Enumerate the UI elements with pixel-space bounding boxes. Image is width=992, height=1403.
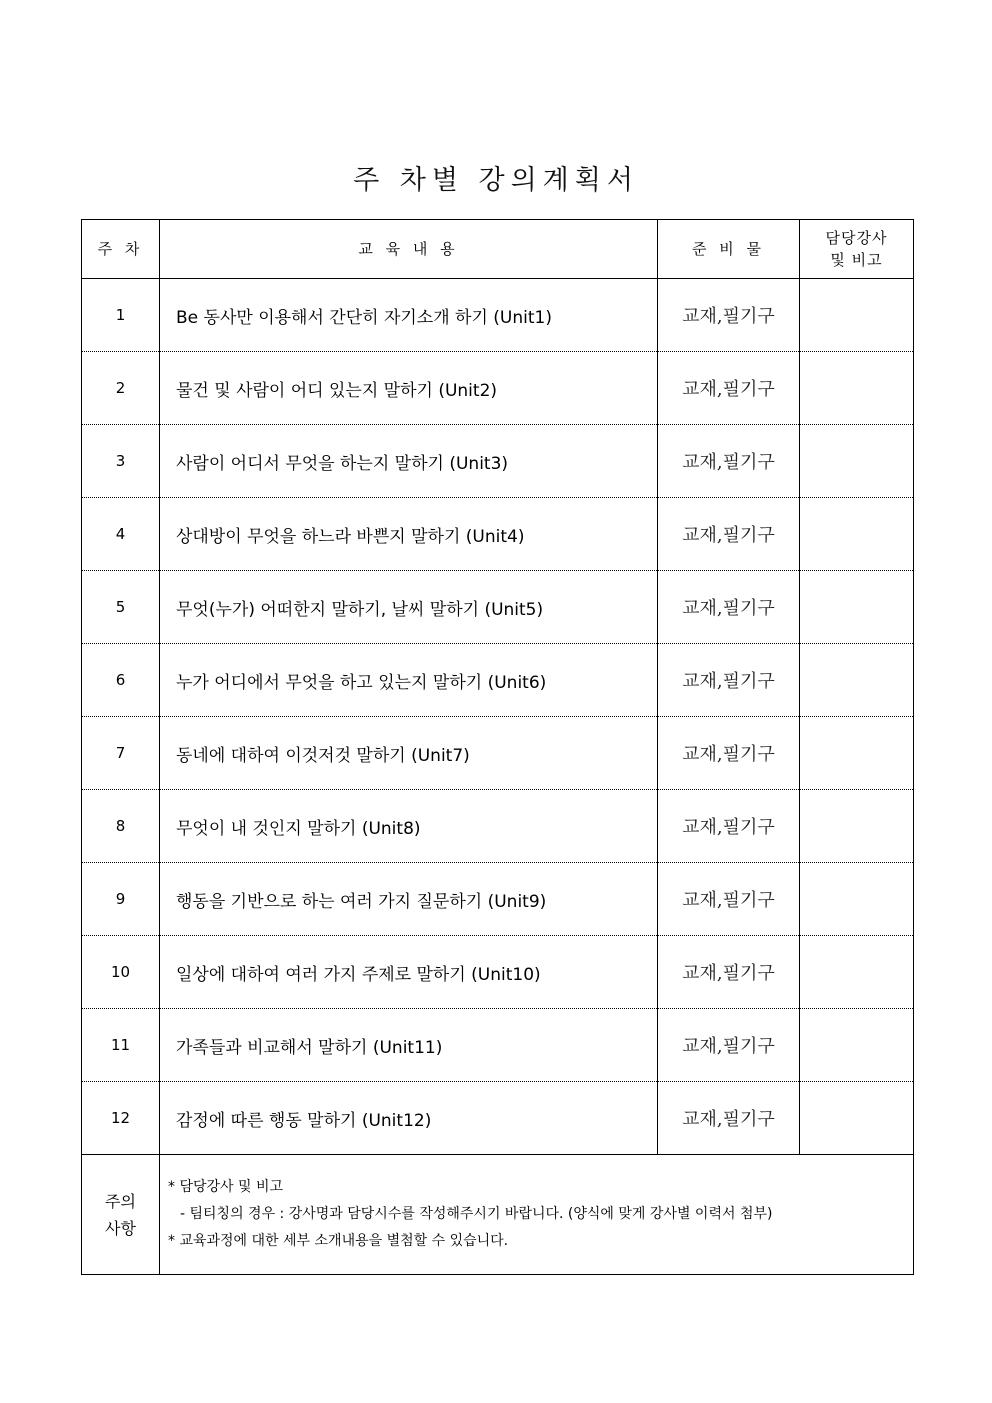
week-number: 1 <box>82 279 160 352</box>
week-note <box>800 425 914 498</box>
week-note <box>800 571 914 644</box>
week-content: 동네에 대하여 이것저것 말하기 (Unit7) <box>160 717 658 790</box>
week-note <box>800 1082 914 1155</box>
week-number: 4 <box>82 498 160 571</box>
week-prep: 교재,필기구 <box>658 644 800 717</box>
notes-label-line2: 사항 <box>105 1218 136 1238</box>
table-header-row <box>82 220 914 279</box>
notes-label-line1: 주의 <box>105 1191 136 1211</box>
week-content: 감정에 따른 행동 말하기 (Unit12) <box>160 1082 658 1155</box>
page-title: 주 차별 강의계획서 <box>353 165 639 196</box>
week-number: 11 <box>82 1009 160 1082</box>
week-number: 6 <box>82 644 160 717</box>
week-content: 누가 어디에서 무엇을 하고 있는지 말하기 (Unit6) <box>160 644 658 717</box>
week-number: 9 <box>82 863 160 936</box>
table-row <box>82 571 914 644</box>
week-content: 무엇이 내 것인지 말하기 (Unit8) <box>160 790 658 863</box>
note-line: * 교육과정에 대한 세부 소개내용을 별첨할 수 있습니다. <box>168 1233 509 1249</box>
notes-row <box>82 1155 914 1275</box>
week-content: 일상에 대하여 여러 가지 주제로 말하기 (Unit10) <box>160 936 658 1009</box>
week-prep: 교재,필기구 <box>658 790 800 863</box>
week-number: 7 <box>82 717 160 790</box>
table-row <box>82 1082 914 1155</box>
header-week: 주 차 <box>82 220 160 279</box>
week-note <box>800 279 914 352</box>
week-number: 10 <box>82 936 160 1009</box>
week-content: Be 동사만 이용해서 간단히 자기소개 하기 (Unit1) <box>160 279 658 352</box>
week-note <box>800 936 914 1009</box>
header-prep: 준 비 물 <box>658 220 800 279</box>
weekly-plan-table <box>81 219 914 1275</box>
week-prep: 교재,필기구 <box>658 1082 800 1155</box>
week-note <box>800 498 914 571</box>
notes-body <box>160 1155 914 1275</box>
table-row <box>82 352 914 425</box>
week-note <box>800 352 914 425</box>
header-note-line1: 담당강사 <box>825 229 888 247</box>
note-line: * 담당강사 및 비고 <box>168 1179 284 1195</box>
week-note <box>800 790 914 863</box>
week-content: 행동을 기반으로 하는 여러 가지 질문하기 (Unit9) <box>160 863 658 936</box>
week-content: 가족들과 비교해서 말하기 (Unit11) <box>160 1009 658 1082</box>
week-prep: 교재,필기구 <box>658 279 800 352</box>
week-content: 무엇(누가) 어떠한지 말하기, 날씨 말하기 (Unit5) <box>160 571 658 644</box>
week-prep: 교재,필기구 <box>658 717 800 790</box>
week-prep: 교재,필기구 <box>658 1009 800 1082</box>
header-note-line2: 및 비고 <box>830 251 883 269</box>
table-row <box>82 790 914 863</box>
table-row <box>82 425 914 498</box>
table-row <box>82 936 914 1009</box>
week-number: 2 <box>82 352 160 425</box>
week-number: 8 <box>82 790 160 863</box>
week-number: 3 <box>82 425 160 498</box>
week-prep: 교재,필기구 <box>658 352 800 425</box>
week-prep: 교재,필기구 <box>658 936 800 1009</box>
week-content: 상대방이 무엇을 하느라 바쁜지 말하기 (Unit4) <box>160 498 658 571</box>
table-row <box>82 717 914 790</box>
week-note <box>800 644 914 717</box>
week-number: 12 <box>82 1082 160 1155</box>
week-number: 5 <box>82 571 160 644</box>
table-row <box>82 644 914 717</box>
week-note <box>800 1009 914 1082</box>
table-row <box>82 863 914 936</box>
week-note <box>800 717 914 790</box>
table-row <box>82 279 914 352</box>
week-prep: 교재,필기구 <box>658 425 800 498</box>
table-row <box>82 498 914 571</box>
header-content: 교 육 내 용 <box>160 220 658 279</box>
week-content: 물건 및 사람이 어디 있는지 말하기 (Unit2) <box>160 352 658 425</box>
week-content: 사람이 어디서 무엇을 하는지 말하기 (Unit3) <box>160 425 658 498</box>
week-prep: 교재,필기구 <box>658 863 800 936</box>
notes-label <box>82 1155 160 1275</box>
week-prep: 교재,필기구 <box>658 498 800 571</box>
note-line: - 팀티칭의 경우 : 강사명과 담당시수를 작성해주시기 바랍니다. (양식에 맞게 강사별 이력서 첨부) <box>180 1206 773 1222</box>
week-prep: 교재,필기구 <box>658 571 800 644</box>
week-note <box>800 863 914 936</box>
header-instructor-note <box>800 220 914 279</box>
table-row <box>82 1009 914 1082</box>
